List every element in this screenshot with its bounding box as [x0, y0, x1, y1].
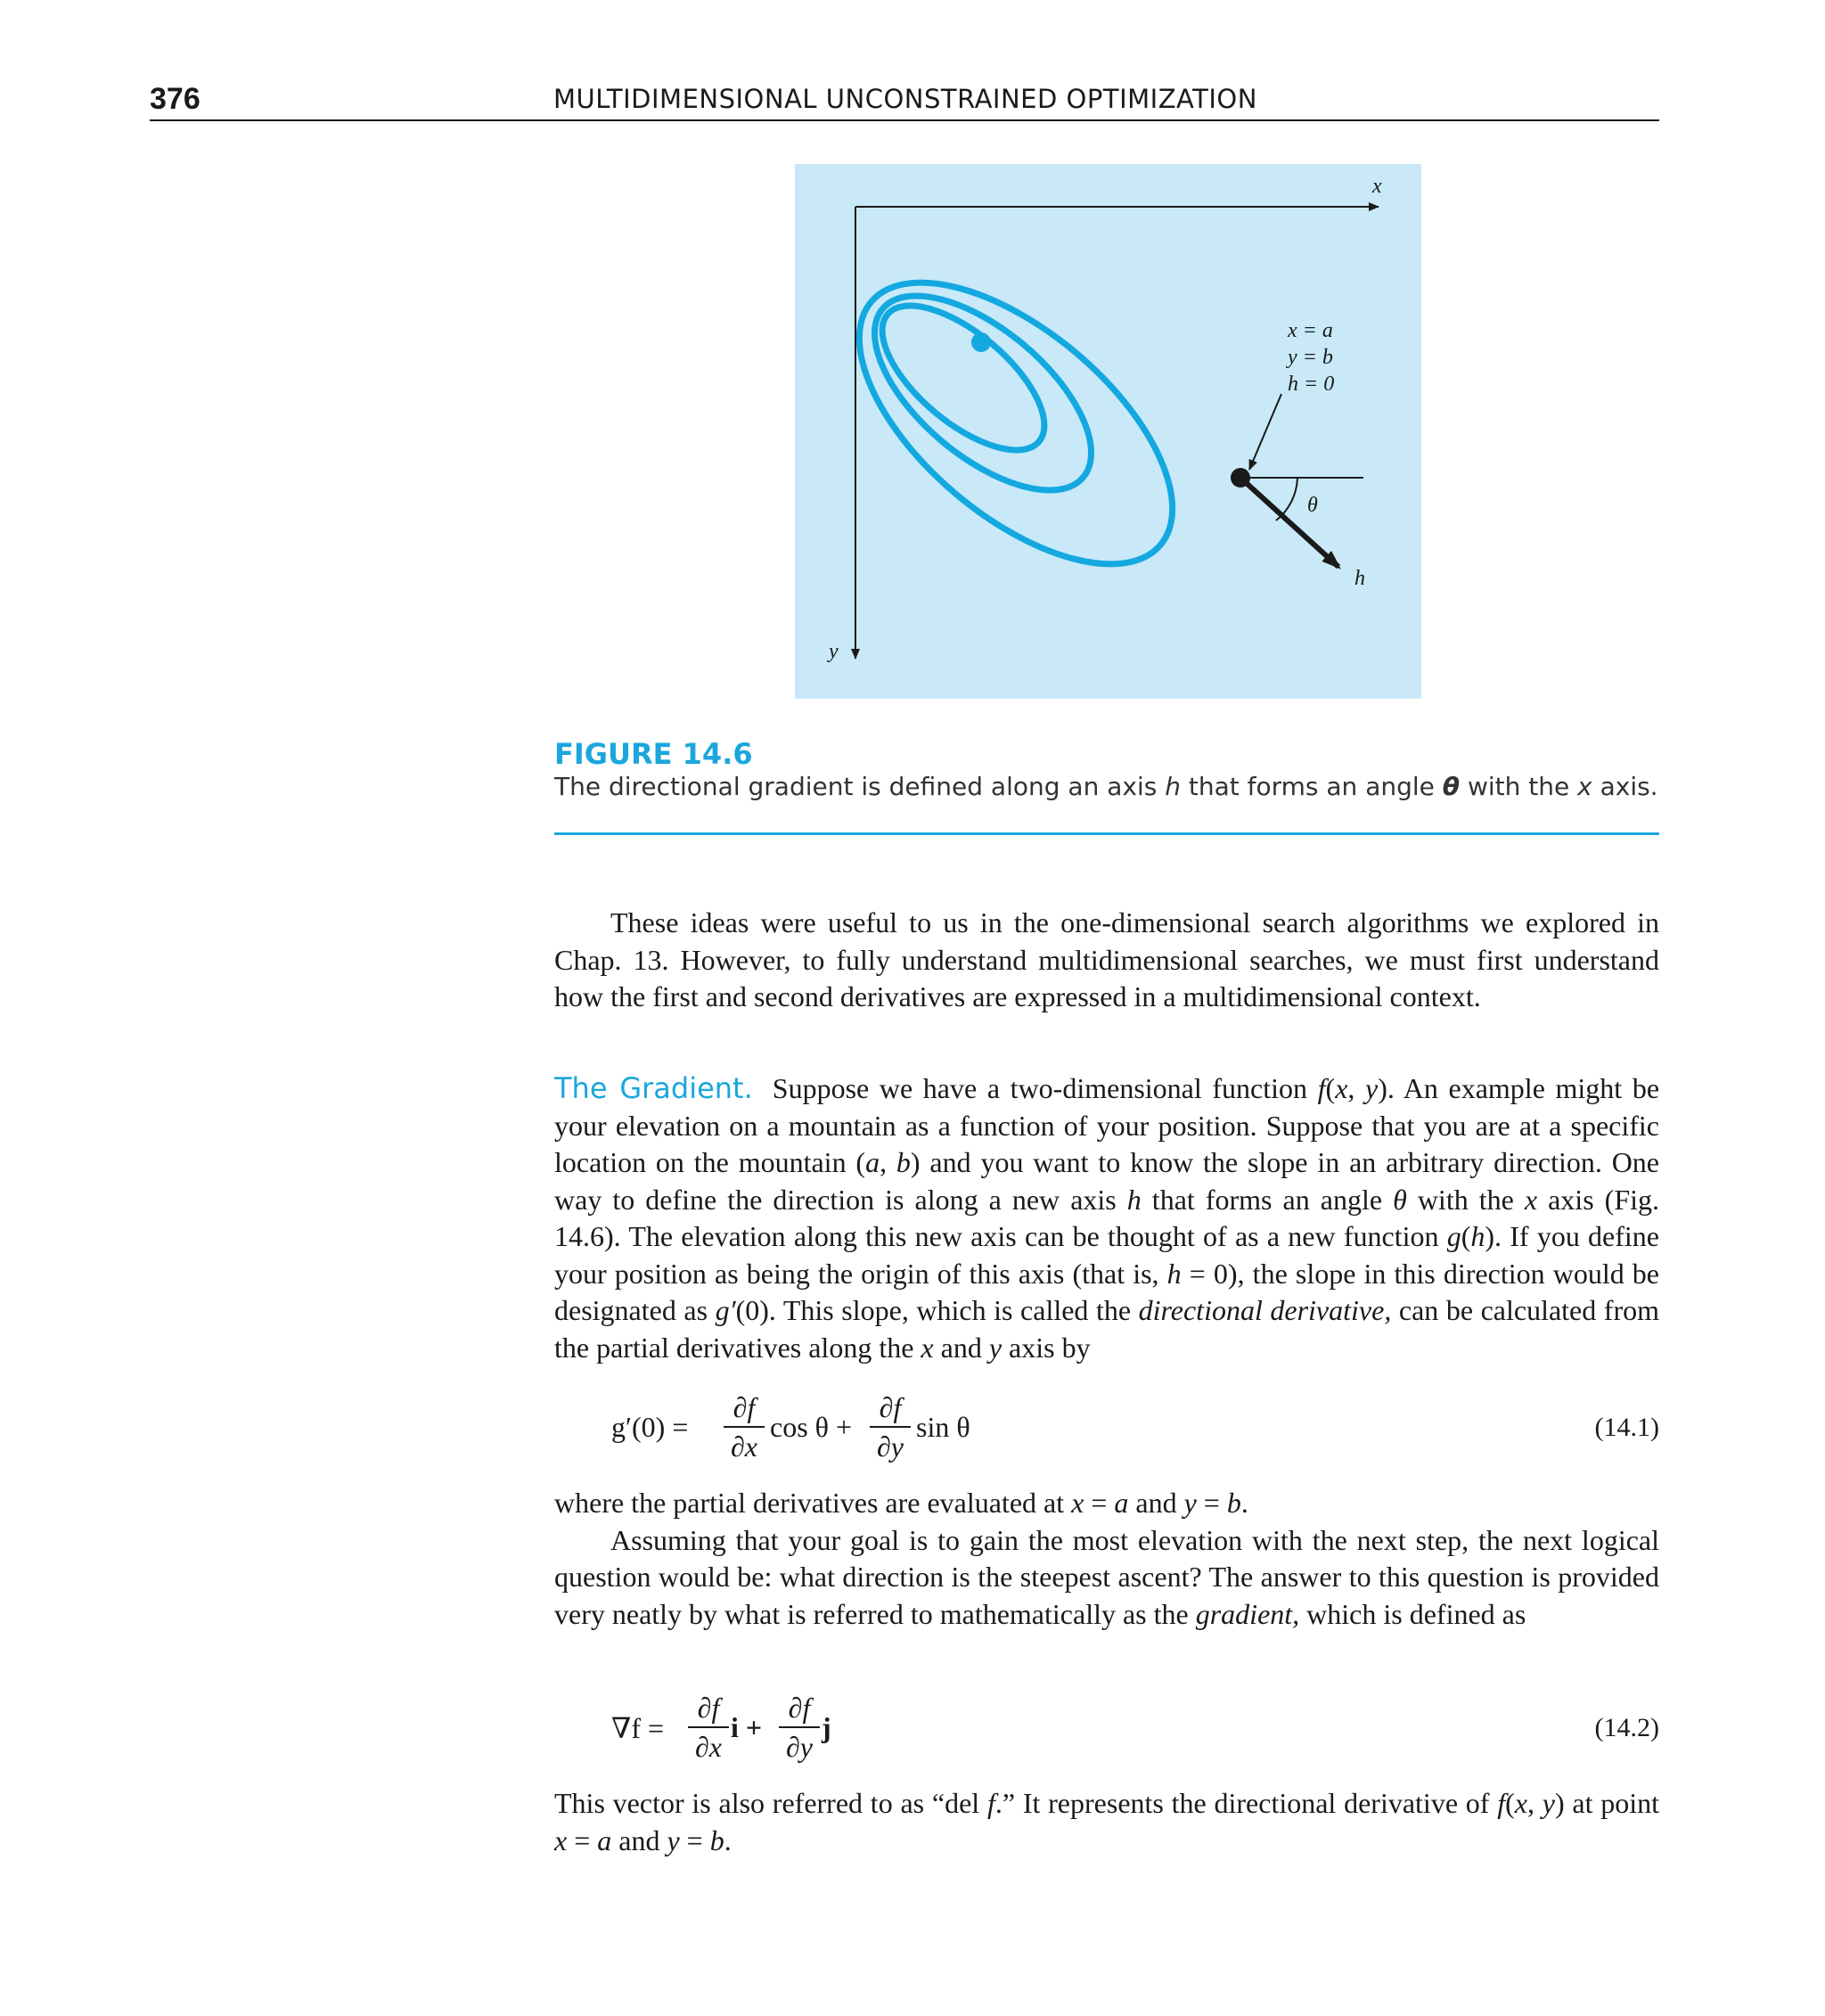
eq1-tail: sin θ [916, 1411, 970, 1443]
eq2-fraction-1: ∂f ∂x [688, 1690, 729, 1765]
eq2-number: (14.2) [1594, 1713, 1659, 1742]
page-number: 376 [150, 82, 201, 116]
contour-middle [842, 260, 1124, 526]
paragraph-after-eq1: where the partial derivatives are evaluated at x = a and y = b. Assuming that your goal is to gain the most elevation with the next step, the next logical question would be: what direction is the steepest ascent? The answer to this question is provided very neatly by what is referred to mathematically as the gradient, which is defined as [554, 1487, 1659, 1630]
optimum-point [971, 332, 991, 352]
label-x-eq-a: x = a [1288, 319, 1333, 342]
pointer-arrow [1249, 394, 1281, 470]
section-title: The Gradient. [554, 1071, 753, 1105]
equation-14-2 [554, 1684, 1659, 1774]
contour-outer [812, 231, 1221, 616]
eq1-fraction-1: ∂f ∂x [724, 1389, 765, 1464]
y-axis-label: y [829, 640, 839, 663]
eq1-number: (14.1) [1594, 1413, 1659, 1442]
eq1-fraction-2: ∂f ∂y [870, 1389, 911, 1464]
eq1-lhs: g′(0) = [611, 1411, 689, 1443]
eq1-middle: cos θ + [770, 1411, 853, 1443]
figure-diagram [795, 164, 1421, 699]
equation-14-1 [554, 1384, 1659, 1473]
h-axis-arrow [1240, 478, 1338, 567]
h-label: h [1354, 567, 1365, 590]
eq2-lhs: ∇f = [611, 1712, 665, 1744]
paragraph-del-f: This vector is also referred to as “del f.” It represents the directional derivative of f(x, y) at point x = a and y = b. [554, 1787, 1660, 1856]
figure-label: FIGURE 14.6 [554, 737, 753, 771]
eq2-middle: i + [731, 1711, 763, 1743]
figure-caption: The directional gradient is defined along an axis h that forms an angle θ with the x axis. [554, 772, 1658, 801]
figure-separator [554, 832, 1659, 835]
eq2-tail: j [822, 1711, 831, 1743]
page-header [150, 82, 1659, 121]
eq2-fraction-2: ∂f ∂y [779, 1690, 820, 1765]
figure-14-6 [795, 164, 1421, 699]
section-gradient: The Gradient. Suppose we have a two-dimensional function f(x, y). An example might be your elevation on a mountain as a function of your position. Suppose that you are at a specific location on the mountain (a, b) and you want to know the slope in an arbitrary direction. One way to define the direction is along a new axis h that forms an angle θ with the x axis (Fig. 14.6). The elevation along this new axis can be thought of as a new function g(h). If you define your position as being the origin of this axis (that is, h = 0), the slope in this direction would be designated as g′(0). This slope, which is called the directional derivative, can be calculated from the partial derivatives along the x and y axis by [554, 1071, 1660, 1364]
running-head: MULTIDIMENSIONAL UNCONSTRAINED OPTIMIZATION [553, 84, 1257, 114]
label-h-eq-0: h = 0 [1288, 373, 1335, 396]
paragraph-intro: These ideas were useful to us in the one-dimensional search algorithms we explored in Chap. 13. However, to fully understand multidimensional searches, we must first understand how the first and second derivatives are expressed in a multidimensional context. [554, 906, 1659, 1012]
label-y-eq-b: y = b [1288, 346, 1333, 369]
x-axis-label: x [1372, 175, 1382, 198]
theta-label: θ [1307, 494, 1318, 517]
point-a-b [1231, 468, 1250, 488]
